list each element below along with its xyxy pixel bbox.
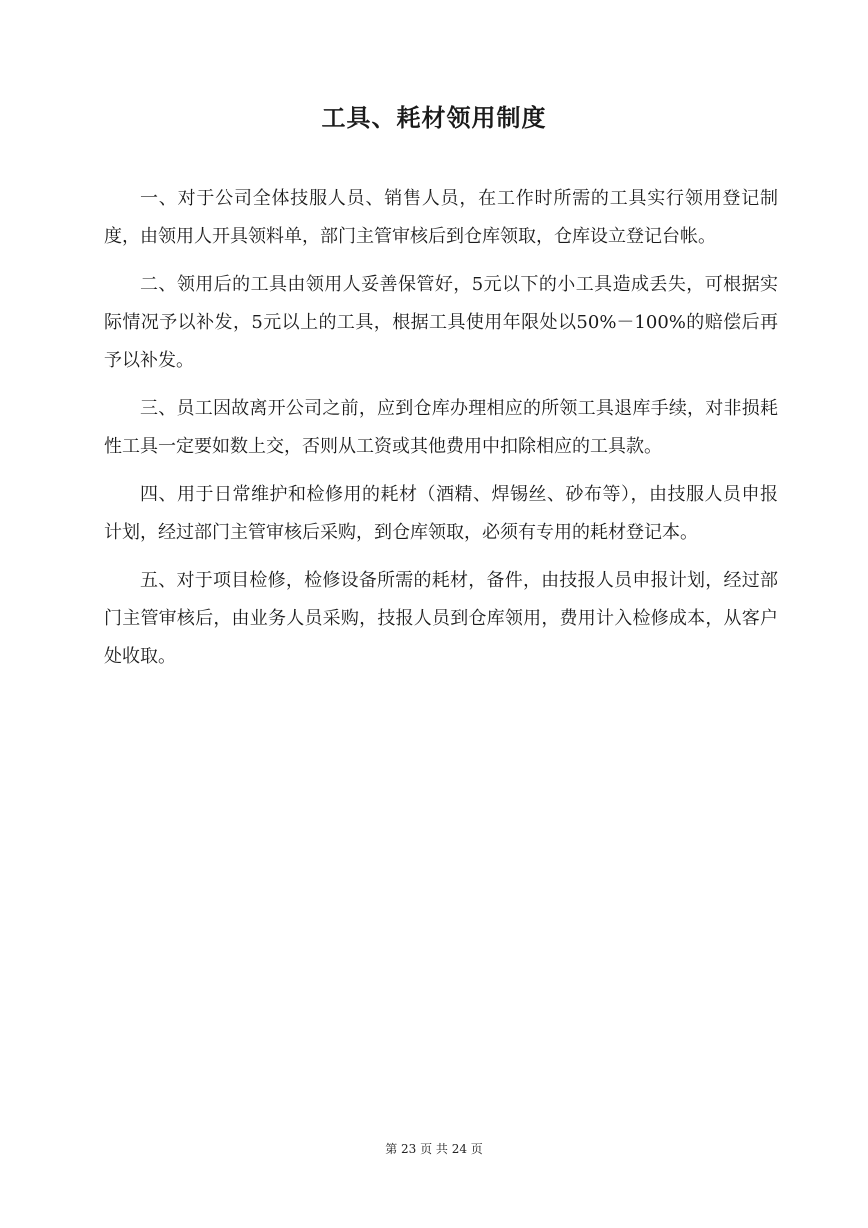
clause-2: 二、领用后的工具由领用人妥善保管好，5元以下的小工具造成丢失，可根据实际情况予以补发，5元以上的工具，根据工具使用年限处以50%－100%的赔偿后再予以补发。	[104, 274, 778, 371]
page-number-label: 第 23 页 共 24 页	[385, 1142, 483, 1156]
document-title: 工具、耗材领用制度	[321, 104, 547, 132]
clause-3: 三、员工因故离开公司之前，应到仓库办理相应的所领工具退库手续，对非损耗性工具一定要如数上交，否则从工资或其他费用中扣除相应的工具款。	[104, 398, 778, 457]
clause-5: 五、对于项目检修，检修设备所需的耗材，备件，由技报人员申报计划，经过部门主管审核后，由业务人员采购，技报人员到仓库领用，费用计入检修成本，从客户处收取。	[104, 570, 778, 667]
clause-4: 四、用于日常维护和检修用的耗材（酒精、焊锡丝、砂布等），由技服人员申报计划，经过部门主管审核后采购，到仓库领取，必须有专用的耗材登记本。	[104, 484, 778, 543]
clause-1: 一、对于公司全体技服人员、销售人员，在工作时所需的工具实行领用登记制度，由领用人开具领料单，部门主管审核后到仓库领取，仓库设立登记台帐。	[104, 188, 778, 247]
document-body	[104, 180, 778, 686]
page-footer	[0, 1140, 868, 1158]
